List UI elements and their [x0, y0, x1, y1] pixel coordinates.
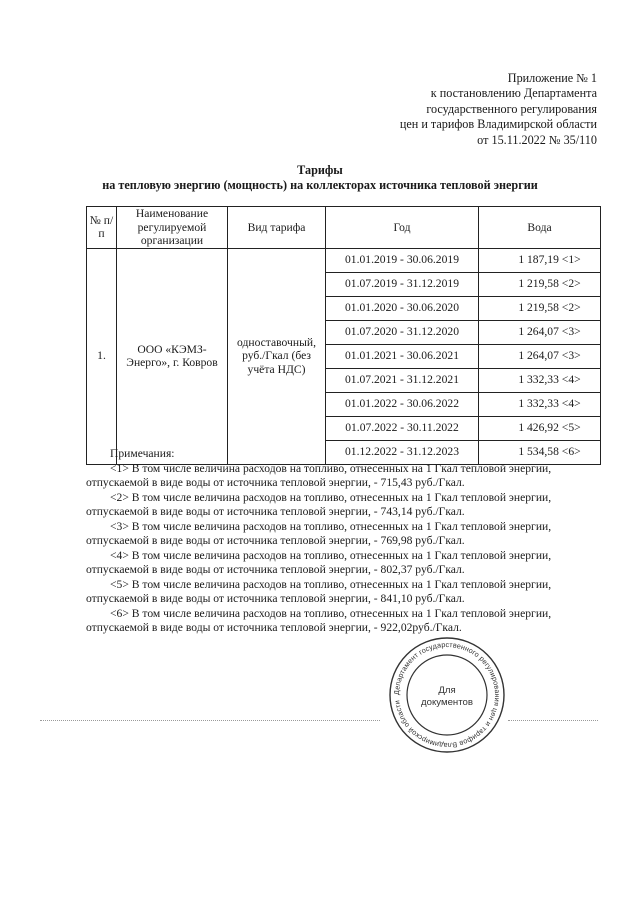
water-tariff-cell: 1 264,07 <3> — [479, 320, 601, 344]
note-item — [86, 607, 600, 636]
note-item — [86, 549, 600, 578]
stamp-ring-text: Департамент государственного регулирования цен и тарифов Владимирской области — [391, 639, 503, 751]
document-title — [60, 163, 580, 193]
appendix-header — [400, 71, 597, 148]
note-second-line: отпускаемой в виде воды от источника тепловой энергии, - 715,43 руб./Гкал. — [86, 476, 465, 489]
tariff-type: одноставочный, руб./Гкал (без учёта НДС) — [228, 248, 326, 464]
note-first-line: <5> В том числе величина расходов на топливо, отнесенных на 1 Гкал тепловой энергии, — [110, 577, 552, 591]
header-organization: Наименование регулируемой организации — [117, 207, 228, 249]
note-item — [86, 491, 600, 520]
official-stamp — [388, 636, 506, 754]
tariff-table — [86, 206, 601, 465]
water-tariff-cell: 1 332,33 <4> — [479, 368, 601, 392]
note-first-line: <1> В том числе величина расходов на топливо, отнесенных на 1 Гкал тепловой энергии, — [110, 461, 552, 475]
note-first-line: <6> В том числе величина расходов на топливо, отнесенных на 1 Гкал тепловой энергии, — [110, 606, 552, 620]
water-tariff-cell: 1 187,19 <1> — [479, 248, 601, 272]
period-cell: 01.01.2020 - 30.06.2020 — [326, 296, 479, 320]
period-cell: 01.12.2022 - 31.12.2023 — [326, 440, 479, 464]
water-tariff-cell: 1 534,58 <6> — [479, 440, 601, 464]
appendix-line: Приложение № 1 — [507, 71, 597, 85]
note-second-line: отпускаемой в виде воды от источника тепловой энергии, - 769,98 руб./Гкал. — [86, 534, 465, 547]
note-second-line: отпускаемой в виде воды от источника тепловой энергии, - 802,37 руб./Гкал. — [86, 563, 465, 576]
note-second-line: отпускаемой в виде воды от источника тепловой энергии, - 743,14 руб./Гкал. — [86, 505, 465, 518]
note-second-line: отпускаемой в виде воды от источника тепловой энергии, - 922,02руб./Гкал. — [86, 621, 462, 634]
note-first-line: <4> В том числе величина расходов на топливо, отнесенных на 1 Гкал тепловой энергии, — [110, 548, 552, 562]
water-tariff-cell: 1 219,58 <2> — [479, 272, 601, 296]
appendix-line: от 15.11.2022 № 35/110 — [477, 132, 597, 147]
header-num: № п/п — [87, 207, 117, 249]
period-cell: 01.01.2021 - 30.06.2021 — [326, 344, 479, 368]
title-line-2: на тепловую энергию (мощность) на коллекторах источника тепловой энергии — [102, 178, 538, 192]
table-row — [87, 248, 601, 272]
appendix-line: цен и тарифов Владимирской области — [399, 117, 597, 132]
notes-title: Примечания: — [110, 447, 175, 460]
table-header-row — [87, 207, 601, 249]
row-number: 1. — [87, 248, 117, 464]
water-tariff-cell: 1 426,92 <5> — [479, 416, 601, 440]
note-first-line: <3> В том числе величина расходов на топливо, отнесенных на 1 Гкал тепловой энергии, — [110, 519, 552, 533]
period-cell: 01.07.2020 - 31.12.2020 — [326, 320, 479, 344]
note-item — [86, 520, 600, 549]
water-tariff-cell: 1 219,58 <2> — [479, 296, 601, 320]
period-cell: 01.07.2022 - 30.11.2022 — [326, 416, 479, 440]
appendix-line: государственного регулирования — [426, 101, 597, 116]
note-first-line: <2> В том числе величина расходов на топливо, отнесенных на 1 Гкал тепловой энергии, — [110, 490, 552, 504]
dotted-line-right — [508, 720, 598, 722]
dotted-line-left — [40, 720, 380, 722]
header-water: Вода — [479, 207, 601, 249]
stamp-center-line-2: документов — [421, 697, 473, 708]
note-item — [86, 578, 600, 607]
note-item — [86, 462, 600, 491]
period-cell: 01.07.2019 - 31.12.2019 — [326, 272, 479, 296]
period-cell: 01.01.2022 - 30.06.2022 — [326, 392, 479, 416]
organization-name: ООО «КЭМЗ-Энерго», г. Ковров — [117, 248, 228, 464]
title-line-1: Тарифы — [297, 163, 343, 177]
period-cell: 01.07.2021 - 31.12.2021 — [326, 368, 479, 392]
water-tariff-cell: 1 332,33 <4> — [479, 392, 601, 416]
water-tariff-cell: 1 264,07 <3> — [479, 344, 601, 368]
appendix-line: к постановлению Департамента — [430, 86, 597, 101]
note-second-line: отпускаемой в виде воды от источника тепловой энергии, - 841,10 руб./Гкал. — [86, 592, 465, 605]
header-year: Год — [326, 207, 479, 249]
notes-section — [86, 447, 600, 636]
header-tariff-type: Вид тарифа — [228, 207, 326, 249]
period-cell: 01.01.2019 - 30.06.2019 — [326, 248, 479, 272]
stamp-center-line-1: Для — [438, 685, 456, 696]
